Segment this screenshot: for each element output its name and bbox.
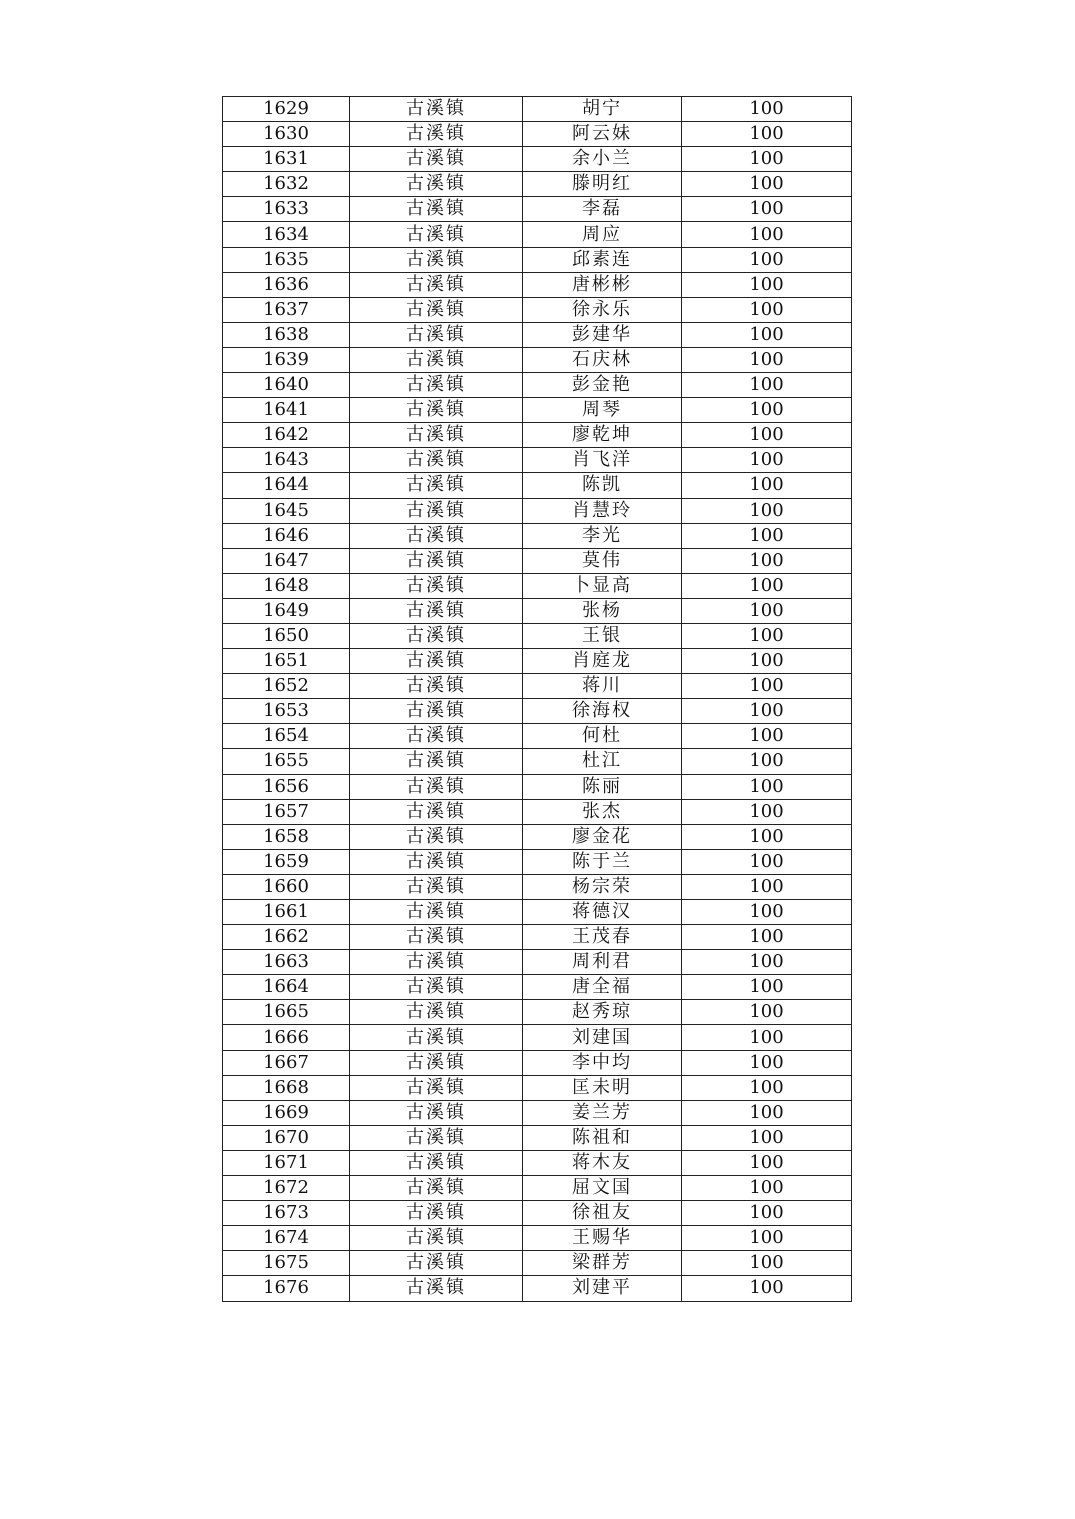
cell-number: 1652 — [223, 674, 350, 699]
cell-amount: 100 — [682, 1251, 852, 1276]
cell-town: 古溪镇 — [350, 849, 523, 874]
cell-name: 胡宁 — [523, 97, 682, 122]
cell-name: 刘建国 — [523, 1025, 682, 1050]
cell-town: 古溪镇 — [350, 900, 523, 925]
table-row — [223, 925, 852, 950]
cell-town: 古溪镇 — [350, 172, 523, 197]
cell-number: 1661 — [223, 900, 350, 925]
cell-number: 1654 — [223, 724, 350, 749]
cell-amount: 100 — [682, 322, 852, 347]
cell-town: 古溪镇 — [350, 774, 523, 799]
cell-name: 蒋木友 — [523, 1150, 682, 1175]
table-row — [223, 548, 852, 573]
cell-number: 1647 — [223, 548, 350, 573]
cell-number: 1665 — [223, 1000, 350, 1025]
cell-town: 古溪镇 — [350, 322, 523, 347]
cell-name: 彭建华 — [523, 322, 682, 347]
cell-name: 杜江 — [523, 749, 682, 774]
cell-amount: 100 — [682, 674, 852, 699]
cell-name: 李光 — [523, 523, 682, 548]
table-row — [223, 172, 852, 197]
table-row — [223, 398, 852, 423]
cell-number: 1637 — [223, 297, 350, 322]
cell-name: 滕明红 — [523, 172, 682, 197]
cell-name: 莫伟 — [523, 548, 682, 573]
cell-town: 古溪镇 — [350, 97, 523, 122]
table-row — [223, 373, 852, 398]
cell-town: 古溪镇 — [350, 523, 523, 548]
cell-town: 古溪镇 — [350, 272, 523, 297]
cell-town: 古溪镇 — [350, 347, 523, 372]
cell-name: 廖金花 — [523, 824, 682, 849]
table-row — [223, 222, 852, 247]
cell-amount: 100 — [682, 1100, 852, 1125]
cell-town: 古溪镇 — [350, 373, 523, 398]
cell-number: 1664 — [223, 975, 350, 1000]
cell-town: 古溪镇 — [350, 498, 523, 523]
cell-amount: 100 — [682, 900, 852, 925]
cell-amount: 100 — [682, 849, 852, 874]
cell-name: 赵秀琼 — [523, 1000, 682, 1025]
cell-name: 屈文国 — [523, 1176, 682, 1201]
cell-amount: 100 — [682, 573, 852, 598]
cell-number: 1646 — [223, 523, 350, 548]
cell-number: 1663 — [223, 950, 350, 975]
cell-number: 1676 — [223, 1276, 350, 1301]
cell-name: 彭金艳 — [523, 373, 682, 398]
cell-amount: 100 — [682, 1201, 852, 1226]
cell-number: 1645 — [223, 498, 350, 523]
table-row — [223, 473, 852, 498]
cell-amount: 100 — [682, 423, 852, 448]
cell-name: 蒋德汉 — [523, 900, 682, 925]
cell-amount: 100 — [682, 147, 852, 172]
cell-name: 张杰 — [523, 799, 682, 824]
cell-town: 古溪镇 — [350, 448, 523, 473]
table-row — [223, 749, 852, 774]
table-row — [223, 1150, 852, 1175]
cell-town: 古溪镇 — [350, 473, 523, 498]
table-row — [223, 724, 852, 749]
table-row — [223, 573, 852, 598]
cell-amount: 100 — [682, 1075, 852, 1100]
cell-number: 1651 — [223, 649, 350, 674]
cell-amount: 100 — [682, 774, 852, 799]
cell-name: 唐彬彬 — [523, 272, 682, 297]
cell-name: 王赐华 — [523, 1226, 682, 1251]
cell-name: 蒋川 — [523, 674, 682, 699]
cell-name: 陈于兰 — [523, 849, 682, 874]
cell-town: 古溪镇 — [350, 799, 523, 824]
cell-town: 古溪镇 — [350, 122, 523, 147]
table-row — [223, 1251, 852, 1276]
cell-amount: 100 — [682, 1176, 852, 1201]
cell-name: 余小兰 — [523, 147, 682, 172]
cell-town: 古溪镇 — [350, 1100, 523, 1125]
cell-name: 阿云妹 — [523, 122, 682, 147]
cell-amount: 100 — [682, 724, 852, 749]
cell-name: 匡未明 — [523, 1075, 682, 1100]
cell-number: 1642 — [223, 423, 350, 448]
cell-town: 古溪镇 — [350, 297, 523, 322]
cell-amount: 100 — [682, 473, 852, 498]
cell-town: 古溪镇 — [350, 975, 523, 1000]
cell-town: 古溪镇 — [350, 1000, 523, 1025]
cell-town: 古溪镇 — [350, 573, 523, 598]
cell-town: 古溪镇 — [350, 925, 523, 950]
cell-number: 1629 — [223, 97, 350, 122]
table-row — [223, 623, 852, 648]
cell-town: 古溪镇 — [350, 1251, 523, 1276]
cell-town: 古溪镇 — [350, 147, 523, 172]
table-row — [223, 799, 852, 824]
cell-number: 1631 — [223, 147, 350, 172]
cell-amount: 100 — [682, 1276, 852, 1301]
cell-number: 1638 — [223, 322, 350, 347]
table-row — [223, 322, 852, 347]
table-row — [223, 1276, 852, 1301]
cell-town: 古溪镇 — [350, 623, 523, 648]
cell-town: 古溪镇 — [350, 699, 523, 724]
cell-town: 古溪镇 — [350, 724, 523, 749]
cell-amount: 100 — [682, 272, 852, 297]
table-row — [223, 498, 852, 523]
cell-amount: 100 — [682, 548, 852, 573]
cell-number: 1668 — [223, 1075, 350, 1100]
cell-amount: 100 — [682, 950, 852, 975]
cell-number: 1659 — [223, 849, 350, 874]
cell-amount: 100 — [682, 1025, 852, 1050]
cell-town: 古溪镇 — [350, 247, 523, 272]
cell-name: 肖庭龙 — [523, 649, 682, 674]
cell-number: 1636 — [223, 272, 350, 297]
table-row — [223, 197, 852, 222]
cell-town: 古溪镇 — [350, 874, 523, 899]
cell-number: 1670 — [223, 1125, 350, 1150]
cell-town: 古溪镇 — [350, 1050, 523, 1075]
cell-number: 1657 — [223, 799, 350, 824]
table-row — [223, 900, 852, 925]
cell-town: 古溪镇 — [350, 1276, 523, 1301]
table-row — [223, 1201, 852, 1226]
cell-number: 1641 — [223, 398, 350, 423]
cell-town: 古溪镇 — [350, 1025, 523, 1050]
cell-amount: 100 — [682, 97, 852, 122]
table-row — [223, 122, 852, 147]
cell-name: 王银 — [523, 623, 682, 648]
cell-town: 古溪镇 — [350, 222, 523, 247]
table-row — [223, 423, 852, 448]
cell-number: 1649 — [223, 598, 350, 623]
table-row — [223, 649, 852, 674]
cell-number: 1660 — [223, 874, 350, 899]
cell-town: 古溪镇 — [350, 649, 523, 674]
cell-amount: 100 — [682, 1125, 852, 1150]
cell-name: 梁群芳 — [523, 1251, 682, 1276]
cell-amount: 100 — [682, 749, 852, 774]
cell-number: 1639 — [223, 347, 350, 372]
cell-name: 李磊 — [523, 197, 682, 222]
cell-amount: 100 — [682, 523, 852, 548]
cell-name: 李中均 — [523, 1050, 682, 1075]
table-row — [223, 1176, 852, 1201]
cell-name: 卜显高 — [523, 573, 682, 598]
table-row — [223, 1000, 852, 1025]
cell-name: 廖乾坤 — [523, 423, 682, 448]
cell-amount: 100 — [682, 398, 852, 423]
cell-amount: 100 — [682, 347, 852, 372]
cell-name: 石庆林 — [523, 347, 682, 372]
cell-amount: 100 — [682, 623, 852, 648]
cell-amount: 100 — [682, 122, 852, 147]
cell-town: 古溪镇 — [350, 1075, 523, 1100]
cell-town: 古溪镇 — [350, 598, 523, 623]
cell-town: 古溪镇 — [350, 423, 523, 448]
cell-amount: 100 — [682, 197, 852, 222]
cell-amount: 100 — [682, 1150, 852, 1175]
table-row — [223, 824, 852, 849]
cell-amount: 100 — [682, 498, 852, 523]
cell-name: 张杨 — [523, 598, 682, 623]
cell-amount: 100 — [682, 247, 852, 272]
cell-town: 古溪镇 — [350, 1201, 523, 1226]
table-row — [223, 950, 852, 975]
cell-number: 1634 — [223, 222, 350, 247]
table-row — [223, 1125, 852, 1150]
cell-number: 1644 — [223, 473, 350, 498]
cell-name: 周利君 — [523, 950, 682, 975]
cell-town: 古溪镇 — [350, 197, 523, 222]
cell-name: 王茂春 — [523, 925, 682, 950]
cell-town: 古溪镇 — [350, 749, 523, 774]
cell-name: 姜兰芳 — [523, 1100, 682, 1125]
cell-number: 1669 — [223, 1100, 350, 1125]
cell-number: 1653 — [223, 699, 350, 724]
cell-amount: 100 — [682, 799, 852, 824]
cell-amount: 100 — [682, 1226, 852, 1251]
cell-number: 1662 — [223, 925, 350, 950]
table-row — [223, 448, 852, 473]
table-row — [223, 674, 852, 699]
cell-name: 肖慧玲 — [523, 498, 682, 523]
table-row — [223, 1050, 852, 1075]
table-row — [223, 1075, 852, 1100]
table-row — [223, 97, 852, 122]
cell-amount: 100 — [682, 874, 852, 899]
cell-name: 周应 — [523, 222, 682, 247]
table-row — [223, 874, 852, 899]
cell-name: 周琴 — [523, 398, 682, 423]
table-row — [223, 849, 852, 874]
cell-number: 1632 — [223, 172, 350, 197]
cell-name: 何杜 — [523, 724, 682, 749]
cell-town: 古溪镇 — [350, 1226, 523, 1251]
table-row — [223, 774, 852, 799]
cell-amount: 100 — [682, 975, 852, 1000]
cell-amount: 100 — [682, 448, 852, 473]
table-row — [223, 147, 852, 172]
cell-amount: 100 — [682, 297, 852, 322]
cell-town: 古溪镇 — [350, 1176, 523, 1201]
cell-number: 1643 — [223, 448, 350, 473]
cell-number: 1630 — [223, 122, 350, 147]
table-row — [223, 297, 852, 322]
table-row — [223, 247, 852, 272]
cell-number: 1648 — [223, 573, 350, 598]
cell-number: 1635 — [223, 247, 350, 272]
cell-amount: 100 — [682, 699, 852, 724]
cell-number: 1656 — [223, 774, 350, 799]
table-row — [223, 347, 852, 372]
cell-town: 古溪镇 — [350, 1125, 523, 1150]
cell-town: 古溪镇 — [350, 674, 523, 699]
cell-amount: 100 — [682, 373, 852, 398]
table-row — [223, 1025, 852, 1050]
table-row — [223, 1226, 852, 1251]
cell-amount: 100 — [682, 222, 852, 247]
cell-name: 杨宗荣 — [523, 874, 682, 899]
cell-amount: 100 — [682, 824, 852, 849]
cell-town: 古溪镇 — [350, 548, 523, 573]
cell-number: 1633 — [223, 197, 350, 222]
cell-number: 1674 — [223, 1226, 350, 1251]
cell-name: 陈祖和 — [523, 1125, 682, 1150]
table-row — [223, 272, 852, 297]
table-row — [223, 523, 852, 548]
cell-number: 1655 — [223, 749, 350, 774]
cell-number: 1666 — [223, 1025, 350, 1050]
cell-amount: 100 — [682, 172, 852, 197]
table-row — [223, 975, 852, 1000]
cell-number: 1671 — [223, 1150, 350, 1175]
table-row — [223, 699, 852, 724]
cell-amount: 100 — [682, 1000, 852, 1025]
cell-number: 1673 — [223, 1201, 350, 1226]
cell-name: 徐祖友 — [523, 1201, 682, 1226]
cell-name: 徐海权 — [523, 699, 682, 724]
cell-number: 1672 — [223, 1176, 350, 1201]
roster-table-body — [223, 97, 852, 1302]
cell-name: 陈丽 — [523, 774, 682, 799]
cell-name: 刘建平 — [523, 1276, 682, 1301]
table-row — [223, 598, 852, 623]
cell-name: 邱素连 — [523, 247, 682, 272]
cell-number: 1640 — [223, 373, 350, 398]
cell-town: 古溪镇 — [350, 398, 523, 423]
cell-name: 肖飞洋 — [523, 448, 682, 473]
cell-number: 1675 — [223, 1251, 350, 1276]
cell-number: 1650 — [223, 623, 350, 648]
cell-town: 古溪镇 — [350, 950, 523, 975]
cell-amount: 100 — [682, 598, 852, 623]
cell-name: 徐永乐 — [523, 297, 682, 322]
cell-number: 1658 — [223, 824, 350, 849]
table-row — [223, 1100, 852, 1125]
cell-number: 1667 — [223, 1050, 350, 1075]
cell-town: 古溪镇 — [350, 824, 523, 849]
cell-amount: 100 — [682, 649, 852, 674]
cell-name: 唐全福 — [523, 975, 682, 1000]
cell-town: 古溪镇 — [350, 1150, 523, 1175]
cell-amount: 100 — [682, 1050, 852, 1075]
cell-amount: 100 — [682, 925, 852, 950]
cell-name: 陈凯 — [523, 473, 682, 498]
roster-table — [222, 96, 852, 1302]
